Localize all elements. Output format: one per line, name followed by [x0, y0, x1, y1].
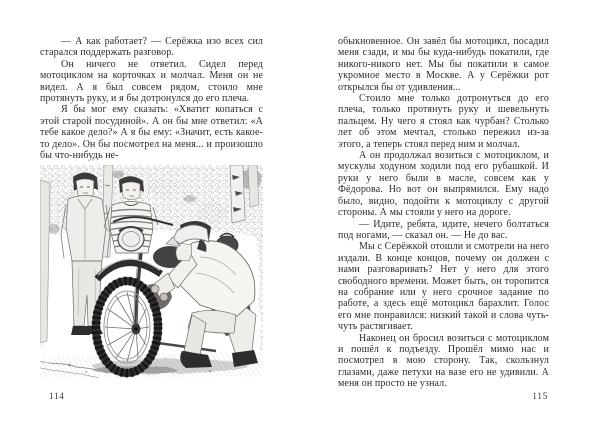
- paragraph-continuation: обыкновенное. Он завёл бы мотоцикл, посадил меня сзади, и мы бы куда-нибудь покатили, где никого-никого нет. Мы бы покатили в самое укромное место в Москве. А у Серёжки рот открылся бы от удивления...: [338, 36, 549, 93]
- motorcycle-scene-illustration: [40, 165, 263, 378]
- right-page-text: [338, 36, 549, 390]
- paragraph: А он продолжал возиться с мотоциклом, и мускулы ходуном ходили под его рубашкой. И руки у него были в масле, совсем как у Фёдорова. Но вот он выпрямился. Ему надо было, видно, подойти к мотоциклу с другой стороны. А мы стояли у него на дороге.: [338, 150, 549, 219]
- headlight: [118, 227, 144, 251]
- paragraph: Мы с Серёжкой отошли и смотрели на него издали. В конце концов, почему он должен с нами разговаривать? Нет у него для этого свободного времени. Может быть, он торопится на собрание или у него срочное задание по работе, а здесь ещё мотоцикл барахлит. Голос его мне понравился: низкий такой и слова чуть-чуть растягивает.: [338, 241, 549, 333]
- book-illustration: [40, 165, 263, 378]
- page-number-right: 115: [532, 391, 548, 401]
- page-number-left: 114: [49, 391, 65, 401]
- paragraph: Стоило мне только дотронуться до его плеча, только протянуть руку и шевельнуть пальцем. Ну чего я стоял как чурбан? Столько лет об этом мечтал, столько пережил из-за этого, а теперь стоял перед ним и молчал.: [338, 93, 549, 150]
- paragraph: Наконец он бросил возиться с мотоциклом и пошёл к подъезду. Прошёл мимо нас и посмотрел в мою сторону. Так, скользнул глазами, даже петухи на вазе его не удивили. А меня он просто не узнал.: [338, 332, 549, 390]
- front-wheel: [96, 281, 158, 373]
- paragraph: — Идите, ребята, идите, нечего болтаться под ногами, — сказал он. — Не до вас.: [338, 218, 549, 241]
- spokes: [105, 292, 149, 362]
- paragraph: — А как работает? — Серёжка изо всех сил старался поддержать разговор.: [40, 36, 263, 59]
- page-right: [300, 0, 600, 428]
- left-page-text: [40, 36, 263, 161]
- paragraph: Я бы мог ему сказать: «Хватит копаться с этой старой посудиной». А он бы мне ответил: «А тебе какое дело?» А я бы ему: «Значит, есть какое-то дело». Он бы посмотрел на меня... и произошло бы что-нибудь не-: [40, 104, 263, 162]
- paragraph: Он ничего не ответил. Сидел перед мотоциклом на корточках и молчал. Меня он не видел. А я был совсем рядом, стоило мне протянуть руку, и я бы дотронулся до его плеча.: [40, 58, 263, 105]
